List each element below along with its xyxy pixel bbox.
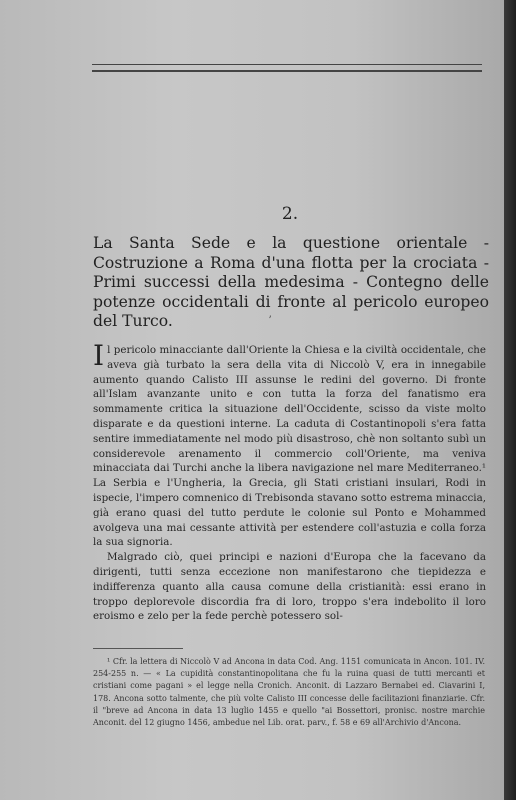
footnote [93,656,485,729]
body-text [93,339,486,624]
header-rule-thin [92,64,482,65]
chapter-heading: La Santa Sede e la questione orientale - Costruzione a Roma d'una flotta per la crociata - Primi successi della medesima - Contegno delle potenze occidentali di fronte al pericolo europeo del Turco. [93,234,489,331]
page-edge-shadow [504,0,516,800]
paragraph-2: Malgrado ciò, quei principi e nazioni d'Europa che la facevano da dirigenti, tutti senza eccezione non manifestarono che tiepidezza e indifferenza quanto alla causa comune della cristianità: essi erano in troppo deplorevole discordia fra di loro, troppo s'era indebolito il loro eroismo e zelo per la fede perchè potessero sol- [93,551,486,623]
header-rule-thick [92,70,482,72]
paragraph-1 [93,339,486,550]
footnote-text: ¹ Cfr. la lettera di Niccolò V ad Ancona in data Cod. Ang. 1151 comunicata in Ancon. 101. IV. 254-255 n. — « La cupidità constantinopolitana che fu la ruina quasi de tutti mercanti et cristiani come pagani » el legge nella Cronich. Anconit. di Lazzaro Bernabei ed. Ciavarini I, 178. Ancona sotto talmente, che più volte Calisto III concesse delle facilitazioni finanziarie. Cfr. il "breve ad Ancona in data 13 luglio 1455 e quello "ai Bossettori, pronisc. nostre marchie Anconit. del 12 giugno 1456, ambedue nel Lib. orat. parv., f. 58 e 69 all'Archivio d'Ancona. [93,657,485,728]
paragraph-1-text: l pericolo minacciante dall'Oriente la Chiesa e la civiltà occidentale, che aveva già turbato la sera della vita di Niccolò V, era in innegabile aumento quando Calisto III assunse le redini del governo. Di fronte all'Islam avanzante unito e con tutta la forza del fanatismo era sommamente critica la situazione dell'Occidente, scisso da viste molto disparate e da questioni interne. La caduta di Costantinopoli s'era fatta sentire immediatamente nel modo più disastroso, chè non soltanto subì un considerevole arenamento il commercio coll'Oriente, ma veniva minacciata dai Turchi anche la libera navigazione nel mare Mediterraneo.¹ La Serbia e l'Ungheria, la Grecia, gli Stati cristiani insulari, Rodi in ispecie, l'impero comnenico di Trebisonda stavano sotto estrema minaccia, già erano quasi del tutto perdute le colonie sul Ponto e Mohammed avolgeva una mai cessante attività per estendere coll'astuzia e colla forza la sua signoria. [93,344,486,549]
drop-cap: I [93,339,105,372]
ornament-mark: ʼ [268,314,272,327]
footnote-rule [93,648,183,649]
chapter-number: 2. [281,204,299,224]
